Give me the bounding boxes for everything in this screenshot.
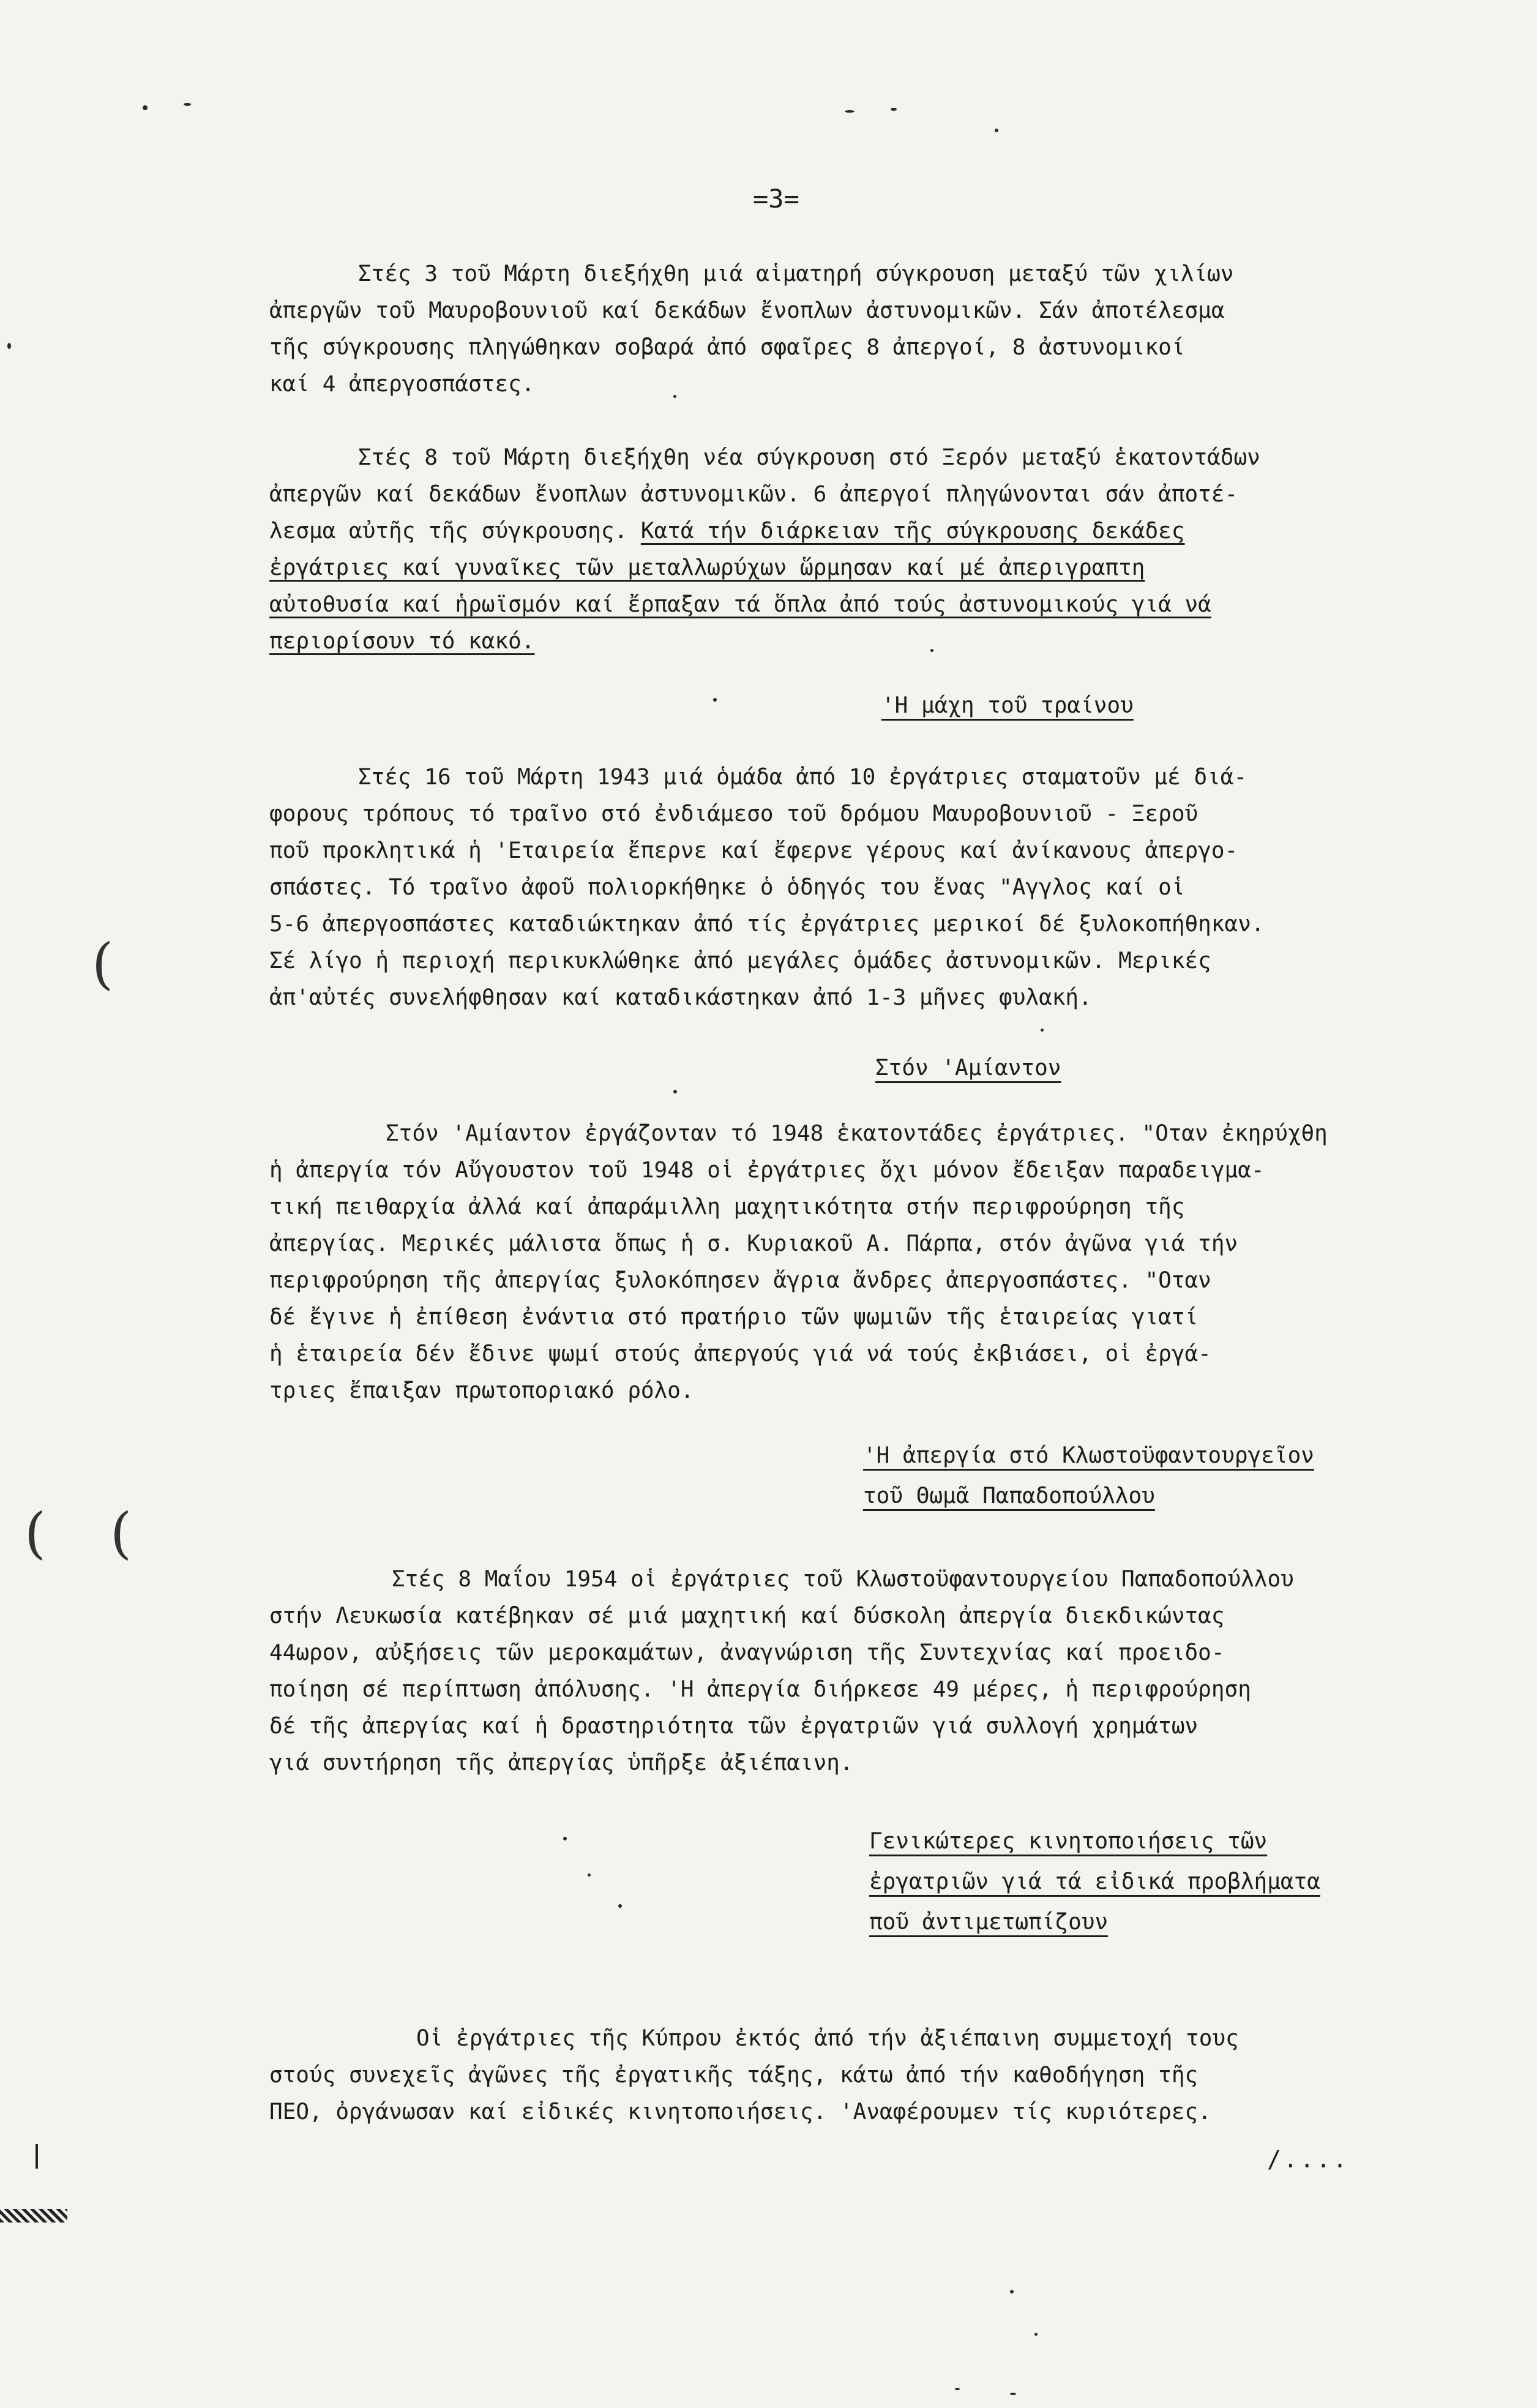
text-line: Οἱ ἐργάτριες τῆς Κύπρου ἐκτός ἀπό τήν ἀξιέπαινη συμμετοχή τους (416, 2026, 1239, 2051)
margin-bracket-mark: ( (110, 1501, 132, 1566)
paragraph-march-16-1943 (269, 759, 1469, 1016)
text-line: Στές 16 τοῦ Μάρτη 1943 μιά ὁμάδα ἀπό 10 ἐργάτριες σταματοῦν μέ διά- (358, 765, 1247, 790)
section-heading-textile-strike (863, 1436, 1314, 1517)
text-line: 44ωρον, αὐξήσεις τῶν μεροκαμάτων, ἀναγνώριση τῆς Συντεχνίας καί προειδο- (269, 1640, 1225, 1665)
underlined-line: περιορίσουν τό κακό. (269, 629, 535, 654)
scan-speck (1010, 2393, 1016, 2395)
margin-bracket-mark: ( (24, 1501, 47, 1566)
scan-speck (618, 1904, 622, 1908)
text-line: Στές 8 τοῦ Μάρτη διεξήχθη νέα σύγκρουση στό Ξερόν μεταξύ ἑκατοντάδων (358, 445, 1260, 470)
scan-speck (588, 1874, 591, 1877)
text-line: σπάστες. Τό τραῖνο ἀφοῦ πολιορκήθηκε ὁ ὁδηγός του ἔνας "Αγγλος καί οἱ (269, 875, 1185, 900)
text-line: ἀπ'αὐτές συνελήφθησαν καί καταδικάστηκαν ἀπό 1-3 μῆνες φυλακή. (269, 985, 1092, 1010)
text-line: καί 4 ἀπεργοσπάστες. (269, 372, 535, 397)
scan-speck (184, 103, 191, 106)
scan-speck (1034, 2333, 1038, 2336)
scan-speck (955, 2388, 960, 2390)
section-heading-train (881, 686, 1134, 726)
text-line: ΠΕΟ, ὀργάνωσαν καί εἰδικές κινητοποιήσεις. 'Αναφέρουμεν τίς κυριότερες. (269, 2099, 1211, 2125)
heading-line: ἐργατριῶν γιά τά εἰδικά προβλήματα (869, 1869, 1320, 1894)
heading-line: Στόν 'Αμίαντον (875, 1056, 1061, 1081)
text-line: ἀπεργίας. Μερικές μάλιστα ὅπως ἡ σ. Κυριακοῦ Α. Πάρπα, στόν ἀγῶνα γιά τήν (269, 1231, 1238, 1256)
page-number: =3= (753, 184, 799, 214)
text-line: Στές 3 τοῦ Μάρτη διεξήχθη μιά αἱματηρή σύγκρουση μεταξύ τῶν χιλίων (358, 261, 1234, 287)
scan-speck (845, 110, 855, 113)
paragraph-may-8-1954 (269, 1561, 1469, 1782)
text-line: 5-6 ἀπεργοσπάστες καταδιώκτηκαν ἀπό τίς ἐργάτριες μερικοί δέ ξυλοκοπήθηκαν. (269, 912, 1265, 937)
heading-line: τοῦ Θωμᾶ Παπαδοπούλλου (863, 1483, 1155, 1509)
scan-speck (7, 343, 11, 349)
underlined-line: αὐτοθυσία καί ἡρωϊσμόν καί ἔρπαξαν τά ὅπλα ἀπό τούς ἀστυνομικούς γιά νά (269, 592, 1211, 617)
text-line: Σέ λίγο ἡ περιοχή περικυκλώθηκε ἀπό μεγάλες ὁμάδες ἀστυνομικῶν. Μερικές (269, 948, 1211, 973)
text-line: ἀπεργῶν τοῦ Μαυροβουνιοῦ καί δεκάδων ἔνοπλων ἀστυνομικῶν. Σάν ἀποτέλεσμα (269, 298, 1225, 323)
text-line: περιφρούρηση τῆς ἀπεργίας ξυλοκόπησεν ἄγρια ἄνδρες ἀπεργοσπάστες. "Οταν (269, 1268, 1211, 1293)
text-line: ἡ ἀπεργία τόν Αὔγουστον τοῦ 1948 οἱ ἐργάτριες ὄχι μόνον ἔδειξαν παραδειγμα- (269, 1158, 1265, 1183)
text-line (269, 513, 1469, 550)
text-line-start: λεσμα αὐτῆς τῆς σύγκρουσης. (269, 519, 628, 544)
heading-line: ποῦ ἀντιμετωπίζουν (869, 1910, 1109, 1935)
scan-speck (673, 1090, 677, 1093)
scan-speck (673, 395, 676, 398)
scan-speck (1010, 2290, 1014, 2294)
heading-line: 'Η μάχη τοῦ τραίνου (881, 693, 1134, 718)
heading-line: 'Η ἀπεργία στό Κλωστοϋφαντουργεῖον (863, 1443, 1314, 1468)
scan-speck (143, 105, 148, 110)
text-line: γιά συντήρηση τῆς ἀπεργίας ὑπῆρξε ἀξιέπαινη. (269, 1750, 853, 1776)
text-line: Στές 8 Μαΐου 1954 οἱ ἐργάτριες τοῦ Κλωστοϋφαντουργείου Παπαδοπούλλου (392, 1567, 1294, 1592)
underlined-line: ἐργάτριες καί γυναῖκες τῶν μεταλλωρύχων ὥρμησαν καί μέ ἀπεριγραπτη (269, 555, 1145, 580)
scan-speck (1041, 1029, 1044, 1032)
text-line: φορους τρόπους τό τραῖνο στό ἐνδιάμεσο τοῦ δρόμου Μαυροβουνιοῦ - Ξεροῦ (269, 801, 1199, 827)
margin-bar-mark (36, 2144, 38, 2169)
scan-speck (930, 649, 933, 652)
text-line: στήν Λευκωσία κατέβηκαν σέ μιά μαχητική καί δύσκολη ἀπεργία διεκδικώντας (269, 1603, 1225, 1629)
text-line: τῆς σύγκρουσης πληγώθηκαν σοβαρά ἀπό σφαῖρες 8 ἀπεργοί, 8 ἀστυνομικοί (269, 335, 1185, 360)
paragraph-march-3 (269, 256, 1469, 403)
text-line: Στόν 'Αμίαντον ἐργάζονταν τό 1948 ἑκατοντάδες ἐργάτριες. "Οταν ἐκηρύχθη (386, 1121, 1328, 1146)
margin-bracket-mark: ( (92, 932, 114, 996)
scan-speck (995, 129, 998, 132)
paragraph-march-8 (269, 440, 1469, 660)
text-line: τριες ἔπαιξαν πρωτοποριακό ρόλο. (269, 1378, 694, 1403)
text-line: τική πειθαρχία ἀλλά καί ἀπαράμιλλη μαχητικότητα στήν περιφρούρηση τῆς (269, 1195, 1185, 1220)
text-line: δέ ἔγινε ἡ ἐπίθεση ἐνάντια στό πρατήριο τῶν ψωμιῶν τῆς ἑταιρείας γιατί (269, 1305, 1199, 1330)
heading-line: Γενικώτερες κινητοποιήσεις τῶν (869, 1829, 1268, 1854)
text-line: ποίηση σέ περίπτωση ἀπόλυσης. 'Η ἀπεργία διήρκεσε 49 μέρες, ἡ περιφρούρηση (269, 1677, 1251, 1702)
text-line: ἀπεργῶν καί δεκάδων ἔνοπλων ἀστυνομικῶν. 6 ἀπεργοί πληγώνονται σάν ἀποτέ- (269, 482, 1238, 507)
scan-speck (713, 698, 717, 702)
continued-marker: /.... (1267, 2146, 1350, 2173)
text-line: στούς συνεχεῖς ἀγῶνες τῆς ἐργατικῆς τάξης, κάτω ἀπό τήν καθοδήγηση τῆς (269, 2063, 1199, 2088)
paragraph-amiantos (269, 1116, 1469, 1409)
underlined-phrase: Κατά τήν διάρκειαν τῆς σύγκρουσης δεκάδες (640, 519, 1185, 544)
scan-speck (563, 1837, 567, 1840)
section-heading-mobilisations (869, 1821, 1320, 1943)
paragraph-mobilisations-intro (269, 2020, 1469, 2131)
text-line: ποῦ προκλητικά ἡ 'Εταιρεία ἔπερνε καί ἔφερνε γέρους καί ἀνίκανους ἀπεργο- (269, 838, 1238, 863)
scan-speck (891, 108, 897, 111)
hatched-edge-mark (0, 2209, 67, 2222)
section-heading-amiantos (875, 1048, 1061, 1089)
text-line: δέ τῆς ἀπεργίας καί ἡ δραστηριότητα τῶν ἐργατριῶν γιά συλλογή χρημάτων (269, 1714, 1199, 1739)
text-line: ἡ ἑταιρεία δέν ἔδινε ψωμί στούς ἀπεργούς γιά νά τούς ἐκβιάσει, οἱ ἐργά- (269, 1341, 1211, 1367)
